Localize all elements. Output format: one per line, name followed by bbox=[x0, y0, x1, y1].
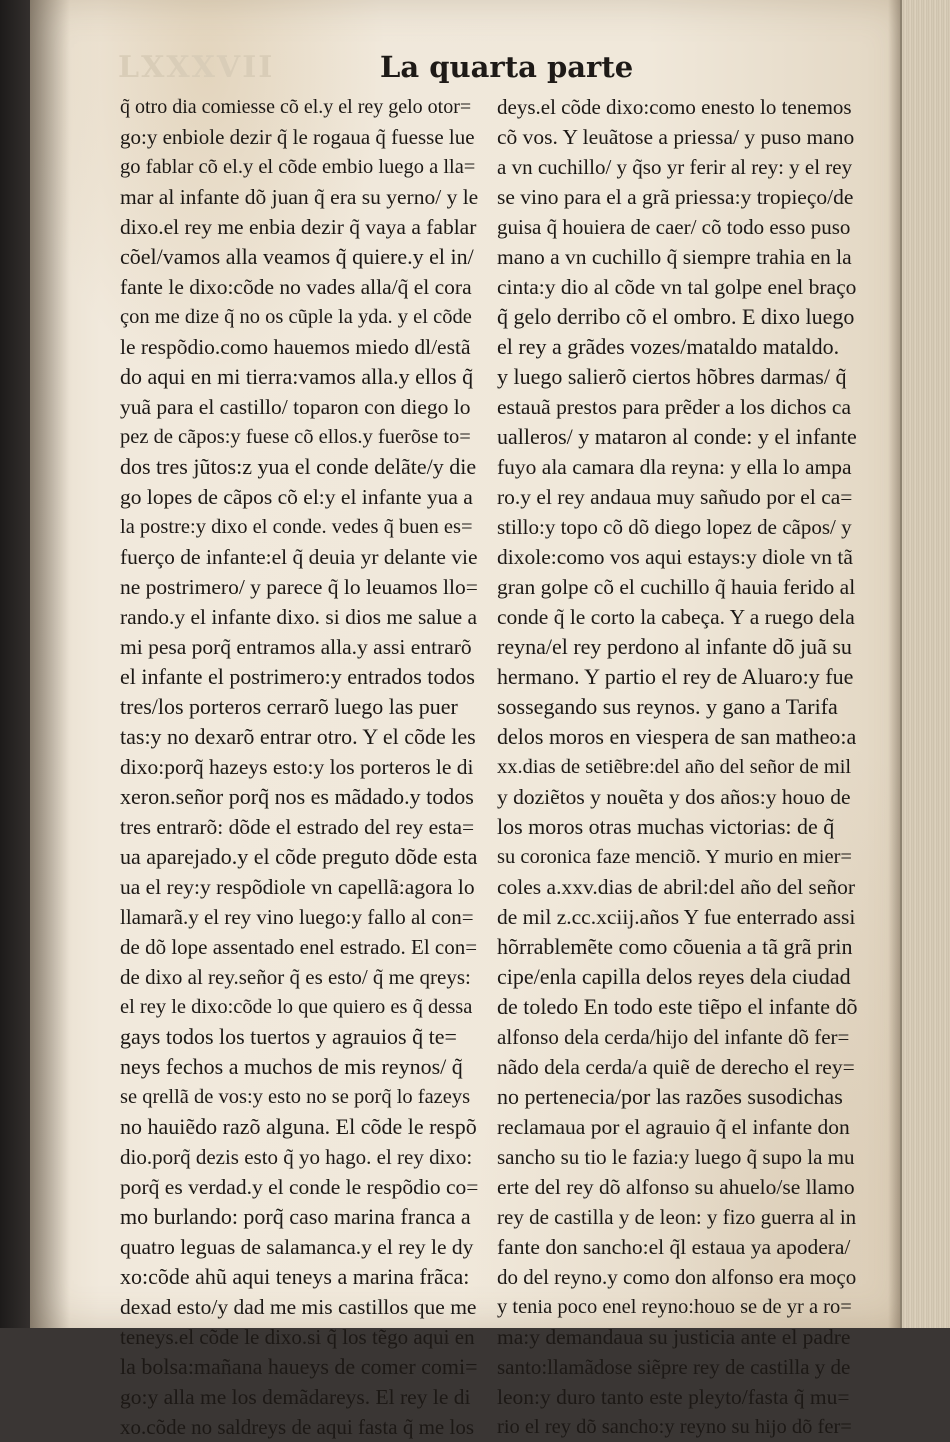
text-line: llamarã.y el rey vino luego:y fallo al con= bbox=[120, 905, 474, 929]
text-line: rio el rey dõ sancho:y reyno su hijo dõ fer= bbox=[497, 1416, 852, 1438]
text-line: rey de castilla y de leon: y fizo guerra al in bbox=[497, 1205, 857, 1229]
text-line: ua aparejado.y el cõde preguto dõde esta bbox=[120, 844, 478, 869]
text-line: los moros otras muchas victorias: de q̃ bbox=[497, 814, 835, 839]
text-line: tres entrarõ: dõde el estrado del rey esta= bbox=[120, 815, 475, 839]
text-line: q̃ gelo derribo cõ el ombro. E dixo luego bbox=[497, 304, 855, 329]
text-line: su coronica faze menciõ. Y murio en mier= bbox=[497, 846, 852, 868]
text-line: el infante el postrimero:y entrados todos bbox=[120, 664, 475, 689]
text-line: ma:y demandaua su justicia ante el padre bbox=[497, 1325, 851, 1349]
text-line: ua el rey:y respõdiole vn capellã:agora lo bbox=[120, 875, 475, 899]
text-line: cinta:y dio al cõde vn tal golpe enel braço bbox=[497, 275, 857, 299]
gutter-shadow bbox=[30, 0, 70, 1328]
text-line: ualleros/ y mataron al conde: y el infante bbox=[497, 424, 857, 449]
text-line: reclamaua por el agrauio q̃ el infante don bbox=[497, 1115, 850, 1139]
text-line: erte del rey dõ alfonso su ahuelo/se llamo bbox=[497, 1175, 855, 1199]
text-line: rando.y el infante dixo. si dios me salue a bbox=[120, 605, 478, 629]
text-line: dixo:porq̃ hazeys esto:y los porteros le di bbox=[120, 755, 474, 779]
text-line: mi pesa porq̃ entramos alla.y assi entrarõ bbox=[120, 635, 472, 659]
text-line: çon me dize q̃ no os cũple la yda. y el cõde bbox=[120, 306, 472, 328]
text-line: hermano. Y partio el rey de Aluaro:y fue bbox=[497, 664, 854, 689]
text-line: gran golpe cõ el cuchillo q̃ hauia ferido al bbox=[497, 575, 856, 599]
folio-number: LXXXVII bbox=[118, 50, 275, 85]
text-line: el rey a grãdes vozes/mataldo mataldo. bbox=[497, 334, 840, 359]
text-line: xx.dias de setiẽbre:del año del señor de mil bbox=[497, 756, 852, 778]
left-text-column bbox=[120, 92, 478, 1442]
text-line: conde q̃ le corto la cabeça. Y a ruego dela bbox=[497, 605, 855, 629]
running-head: La quarta parte bbox=[380, 50, 634, 84]
text-line: go:y alla me los demãdareys. El rey le di bbox=[120, 1385, 471, 1409]
text-line: yuã para el castillo/ toparon con diego lo bbox=[120, 395, 471, 419]
text-line: do aqui en mi tierra:vamos alla.y ellos q̃ bbox=[120, 364, 474, 389]
text-line: delos moros en viespera de san matheo:a bbox=[497, 724, 857, 749]
text-line: y luego salierõ ciertos hõbres darmas/ q̃ bbox=[497, 364, 847, 389]
text-line: tres/los porteros cerrarõ luego las puer bbox=[120, 694, 458, 719]
text-line: pez de cãpos:y fuese cõ ellos.y fuerõse to= bbox=[120, 426, 471, 448]
text-line: y doziẽtos y nouẽta y dos años:y houo de bbox=[497, 785, 851, 809]
text-line: dixole:como vos aqui estays:y diole vn tã bbox=[497, 545, 853, 569]
text-line: porq̃ es verdad.y el conde le respõdio co= bbox=[120, 1175, 479, 1199]
text-line: a vn cuchillo/ y q̃so yr ferir al rey: y el rey bbox=[497, 155, 853, 179]
text-line: alfonso dela cerda/hijo del infante dõ fer= bbox=[497, 1025, 850, 1049]
text-line: q̃ otro dia comiesse cõ el.y el rey gelo otor= bbox=[120, 96, 472, 118]
text-line: reyna/el rey perdono al infante dõ juã su bbox=[497, 634, 852, 659]
text-line: de toledo En todo este tiẽpo el infante dõ bbox=[497, 994, 858, 1019]
text-line: dos tres jũtos:z yua el conde delãte/y die bbox=[120, 454, 477, 479]
text-line: hõrrablemẽte como cõuenia a tã grã prin bbox=[497, 934, 853, 959]
text-line: stillo:y topo cõ dõ diego lopez de cãpos/ y bbox=[497, 515, 852, 539]
text-line: tas:y no dexarõ entrar otro. Y el cõde les bbox=[120, 724, 476, 749]
text-line: no hauiẽdo razõ alguna. El cõde le respõ bbox=[120, 1114, 477, 1139]
text-line: cipe/enla capilla delos reyes dela ciudad bbox=[497, 964, 851, 989]
text-line: cõel/vamos alla veamos q̃ quiere.y el in/ bbox=[120, 244, 474, 269]
text-line: la bolsa:mañana haueys de comer comi= bbox=[120, 1354, 478, 1379]
text-line: go lopes de cãpos cõ el:y el infante yua a bbox=[120, 485, 473, 509]
text-line: deys.el cõde dixo:como enesto lo tenemos bbox=[497, 95, 852, 119]
text-line: mar al infante dõ juan q̃ era su yerno/ y le bbox=[120, 185, 479, 209]
text-line: leon:y duro tanto este pleyto/fasta q̃ mu= bbox=[497, 1385, 850, 1409]
text-line: xo:cõde ahũ aqui teneys a marina frãca: bbox=[120, 1264, 470, 1289]
text-line: coles a.xxv.dias de abril:del año del señor bbox=[497, 875, 856, 899]
text-line: santo:llamãdose siẽpre rey de castilla y de bbox=[497, 1355, 851, 1379]
text-line: el rey le dixo:cõde lo que quiero es q̃ dessa bbox=[120, 996, 473, 1018]
text-line: no pertenecia/por las razões susodichas bbox=[497, 1084, 843, 1109]
text-line: xo.cõde no saldreys de aqui fasta q̃ me los bbox=[120, 1415, 474, 1439]
text-line: de mil z.cc.xciij.años Y fue enterrado assi bbox=[497, 905, 856, 929]
text-line: dixo.el rey me enbia dezir q̃ vaya a fablar bbox=[120, 215, 477, 239]
text-line: se vino para el a grã priessa:y tropieço/de bbox=[497, 185, 854, 209]
text-line: nãdo dela cerda/a quiẽ de derecho el rey= bbox=[497, 1055, 855, 1079]
text-line: estauã prestos para prẽder a los dichos ca bbox=[497, 395, 852, 419]
text-line: ro.y el rey andaua muy sañudo por el ca= bbox=[497, 485, 853, 509]
text-line: la postre:y dixo el conde. vedes q̃ buen es= bbox=[120, 516, 473, 538]
text-line: le respõdio.como hauemos miedo dl/estã bbox=[120, 335, 471, 359]
text-line: fante don sancho:el q̃l estaua ya apodera/ bbox=[497, 1235, 851, 1259]
right-text-column bbox=[497, 92, 857, 1442]
text-line: dexad esto/y dad me mis castillos que me bbox=[120, 1295, 477, 1319]
text-line: neys fechos a muchos de mis reynos/ q̃ bbox=[120, 1054, 463, 1079]
text-line: ne postrimero/ y parece q̃ lo leuamos llo= bbox=[120, 575, 478, 599]
text-line: gays todos los tuertos y agrauios q̃ te= bbox=[120, 1024, 457, 1049]
text-line: fuerço de infante:el q̃ deuia yr delante vie bbox=[120, 545, 478, 569]
text-line: teneys.el cõde le dixo.si q̃ los tẽgo aqui en bbox=[120, 1325, 475, 1349]
text-line: dio.porq̃ dezis esto q̃ yo hago. el rey dixo: bbox=[120, 1145, 473, 1169]
text-line: mo burlando: porq̃ caso marina franca a bbox=[120, 1204, 471, 1229]
text-line: cõ vos. Y leuãtose a priessa/ y puso mano bbox=[497, 125, 855, 149]
text-line: sossegando sus reynos. y gano a Tarifa bbox=[497, 694, 838, 719]
text-line: do del reyno.y como don alfonso era moço bbox=[497, 1265, 857, 1289]
text-line: quatro leguas de salamanca.y el rey le dy bbox=[120, 1235, 474, 1259]
text-line: mano a vn cuchillo q̃ siempre trahia en la bbox=[497, 245, 852, 269]
text-line: fuyo ala camara dla reyna: y ella lo ampa bbox=[497, 455, 852, 479]
text-line: go fablar cõ el.y el cõde embio luego a lla= bbox=[120, 156, 476, 178]
book-fore-edge bbox=[900, 0, 950, 1328]
text-line: de dõ lope assentado enel estrado. El con= bbox=[120, 935, 478, 959]
text-line: y tenia poco enel reyno:houo se de yr a ro= bbox=[497, 1296, 852, 1318]
text-line: fante le dixo:cõde no vades alla/q̃ el cora bbox=[120, 275, 472, 299]
text-line: xeron.señor porq̃ nos es mãdado.y todos bbox=[120, 784, 474, 809]
text-line: go:y enbiole dezir q̃ le rogaua q̃ fuesse lue bbox=[120, 125, 475, 149]
text-line: se qrellã de vos:y esto no se porq̃ lo fazeys bbox=[120, 1086, 471, 1108]
text-line: sancho su tio le fazia:y luego q̃ supo la mu bbox=[497, 1145, 855, 1169]
text-line: guisa q̃ houiera de caer/ cõ todo esso puso bbox=[497, 215, 851, 239]
text-line: de dixo al rey.señor q̃ es esto/ q̃ me qreys: bbox=[120, 965, 471, 989]
